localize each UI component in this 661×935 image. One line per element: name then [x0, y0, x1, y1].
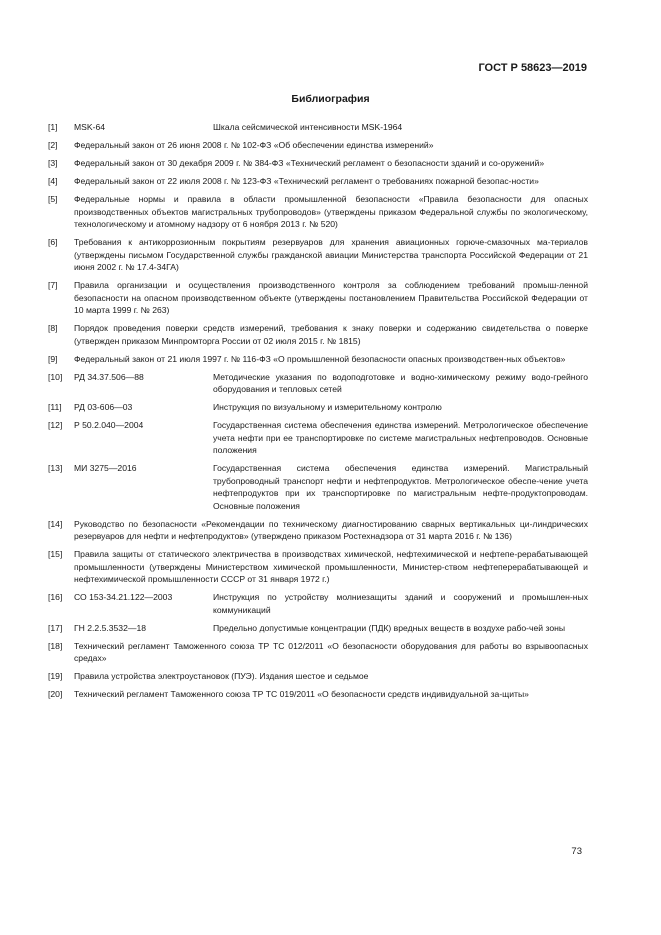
entry-number: [12] [48, 420, 63, 430]
entry-number: [16] [48, 592, 63, 602]
entry-code: ГН 2.2.5.3532—18 [74, 622, 147, 633]
list-item [48, 401, 588, 414]
page-number: 73 [571, 846, 582, 857]
entry-number: [1] [48, 122, 58, 132]
entry-number: [5] [48, 194, 58, 204]
entry-text: Правила устройства электроустановок (ПУЭ). Издания шестое и седьмое [74, 671, 369, 681]
entry-number: [9] [48, 353, 58, 364]
entry-number: [10] [48, 371, 63, 382]
list-item [48, 622, 588, 635]
entry-code: СО 153-34.21.122—2003 [74, 592, 173, 602]
list-item [48, 462, 588, 512]
list-item [48, 353, 588, 366]
entry-text: Государственная система обеспечения единства измерений. Метрологическое обеспечение учета нефти при ее транспортировке по системе магистральных нефтепроводов. Основные положения [213, 420, 588, 455]
entry-text: Правила защиты от статического электричества в производствах химической, нефтехимической и нефтепе-рерабатывающей промышленности (утверждены Министерством химической промышленности, Министер-ством нефтеперерабатывающей и нефтехимической промышленности СССР от 31 января 1972 г.) [74, 549, 588, 584]
entry-number: [17] [48, 622, 63, 633]
entry-number: [19] [48, 671, 63, 681]
entry-text: Требования к антикоррозионным покрытиям резервуаров для хранения авиационных горюче-смазочных ма-териалов (утверждены письмом Государственной службы гражданской авиации Министерства транспорта Российской Федерации от 21 июня 2002 г. № 17.4-34ГА) [74, 237, 588, 272]
entry-text: Технический регламент Таможенного союза ТР ТС 012/2011 «О безопасности оборудования для работы во взрывоопасных средах» [74, 640, 588, 663]
entry-text: Шкала сейсмической интенсивности MSK-1964 [213, 122, 403, 132]
list-item [48, 688, 588, 701]
entry-text: Федеральный закон от 21 июля 1997 г. № 116-ФЗ «О промышленной безопасности опасных производствен-ных объектов» [74, 353, 566, 364]
list-item [48, 236, 588, 274]
document-standard-number: ГОСТ Р 58623—2019 [478, 62, 587, 74]
entry-number: [6] [48, 237, 58, 247]
entry-number: [14] [48, 518, 63, 529]
entry-number: [4] [48, 176, 58, 186]
entry-code: MSK-64 [74, 122, 106, 132]
entry-text: Предельно допустимые концентрации (ПДК) вредных веществ в воздухе рабо-чей зоны [213, 622, 566, 633]
entry-number: [15] [48, 549, 63, 559]
entry-code: Р 50.2.040—2004 [74, 420, 144, 430]
entry-text: Инструкция по визуальному и измерительному контролю [213, 402, 442, 412]
entry-number: [13] [48, 463, 63, 473]
entry-text: Инструкция по устройству молниезащиты зданий и сооружений и промышлен-ных коммуникаций [213, 592, 588, 615]
entry-number: [2] [48, 140, 58, 150]
list-item [48, 175, 588, 188]
page-title: Библиография [291, 93, 370, 105]
list-item [48, 322, 588, 347]
entry-number: [20] [48, 689, 63, 699]
bibliography-list [48, 121, 588, 706]
entry-text: Государственная система обеспечения единства измерений. Магистральный трубопроводный транспорт нефти и нефтепродуктов. Метрологическое обеспе-чение учета нефтепродуктов при их транспортировке по магистральным нефте-продуктопроводам. Основные положения [213, 463, 588, 511]
list-item [48, 193, 588, 231]
entry-number: [3] [48, 158, 58, 168]
entry-text: Порядок проведения поверки средств измерений, требования к знаку поверки и содержанию свидетельства о поверке (утвержден приказом Минпромторга России от 02 июля 2015 г. № 1815) [74, 323, 588, 346]
list-item [48, 548, 588, 586]
entry-code: РД 03-606—03 [74, 402, 133, 412]
list-item [48, 279, 588, 317]
entry-code: РД 34.37.506—88 [74, 371, 144, 382]
entry-text: Федеральный закон от 26 июня 2008 г. № 102-ФЗ «Об обеспечении единства измерений» [74, 140, 434, 150]
list-item [48, 670, 588, 683]
list-item [48, 157, 588, 170]
entry-text: Правила организации и осуществления производственного контроля за соблюдением требований промыш-ленной безопасности на опасном производственном объекте (утверждены постановлением Правительства Российской Федерации от 10 марта 1999 г. № 263) [74, 280, 588, 315]
list-item [48, 371, 588, 396]
list-item [48, 419, 588, 457]
entry-number: [7] [48, 280, 58, 290]
entry-number: [11] [48, 402, 62, 412]
list-item [48, 139, 588, 152]
entry-text: Федеральный закон от 30 декабря 2009 г. № 384-ФЗ «Технический регламент о безопасности зданий и со-оружений» [74, 158, 545, 168]
entry-number: [8] [48, 323, 58, 333]
entry-code: МИ 3275—2016 [74, 463, 137, 473]
list-item [48, 518, 588, 543]
entry-text: Федеральный закон от 22 июля 2008 г. № 123-ФЗ «Технический регламент о требованиях пожарной безопас-ности» [74, 176, 539, 186]
entry-text: Технический регламент Таможенного союза ТР ТС 019/2011 «О безопасности средств индивидуальной за-щиты» [74, 689, 529, 699]
entry-text: Федеральные нормы и правила в области промышленной безопасности «Правила безопасности для опасных производственных объектов магистральных трубопроводов» (утверждены приказом Федеральной службы по экологическому, технологическому и атомному надзору от 6 ноября 2013 г. № 520) [74, 194, 588, 229]
list-item [48, 121, 588, 134]
entry-text: Руководство по безопасности «Рекомендации по техническому диагностированию сварных вертикальных ци-линдрических резервуаров для нефти и нефтепродуктов» (утверждено приказом Ростехнадзора от 31 марта 2016 г. № 136) [74, 518, 588, 541]
list-item [48, 640, 588, 665]
entry-number: [18] [48, 640, 63, 651]
entry-text: Методические указания по водоподготовке и водно-химическому режиму водо-грейного оборудования и тепловых сетей [213, 371, 588, 394]
list-item [48, 591, 588, 616]
